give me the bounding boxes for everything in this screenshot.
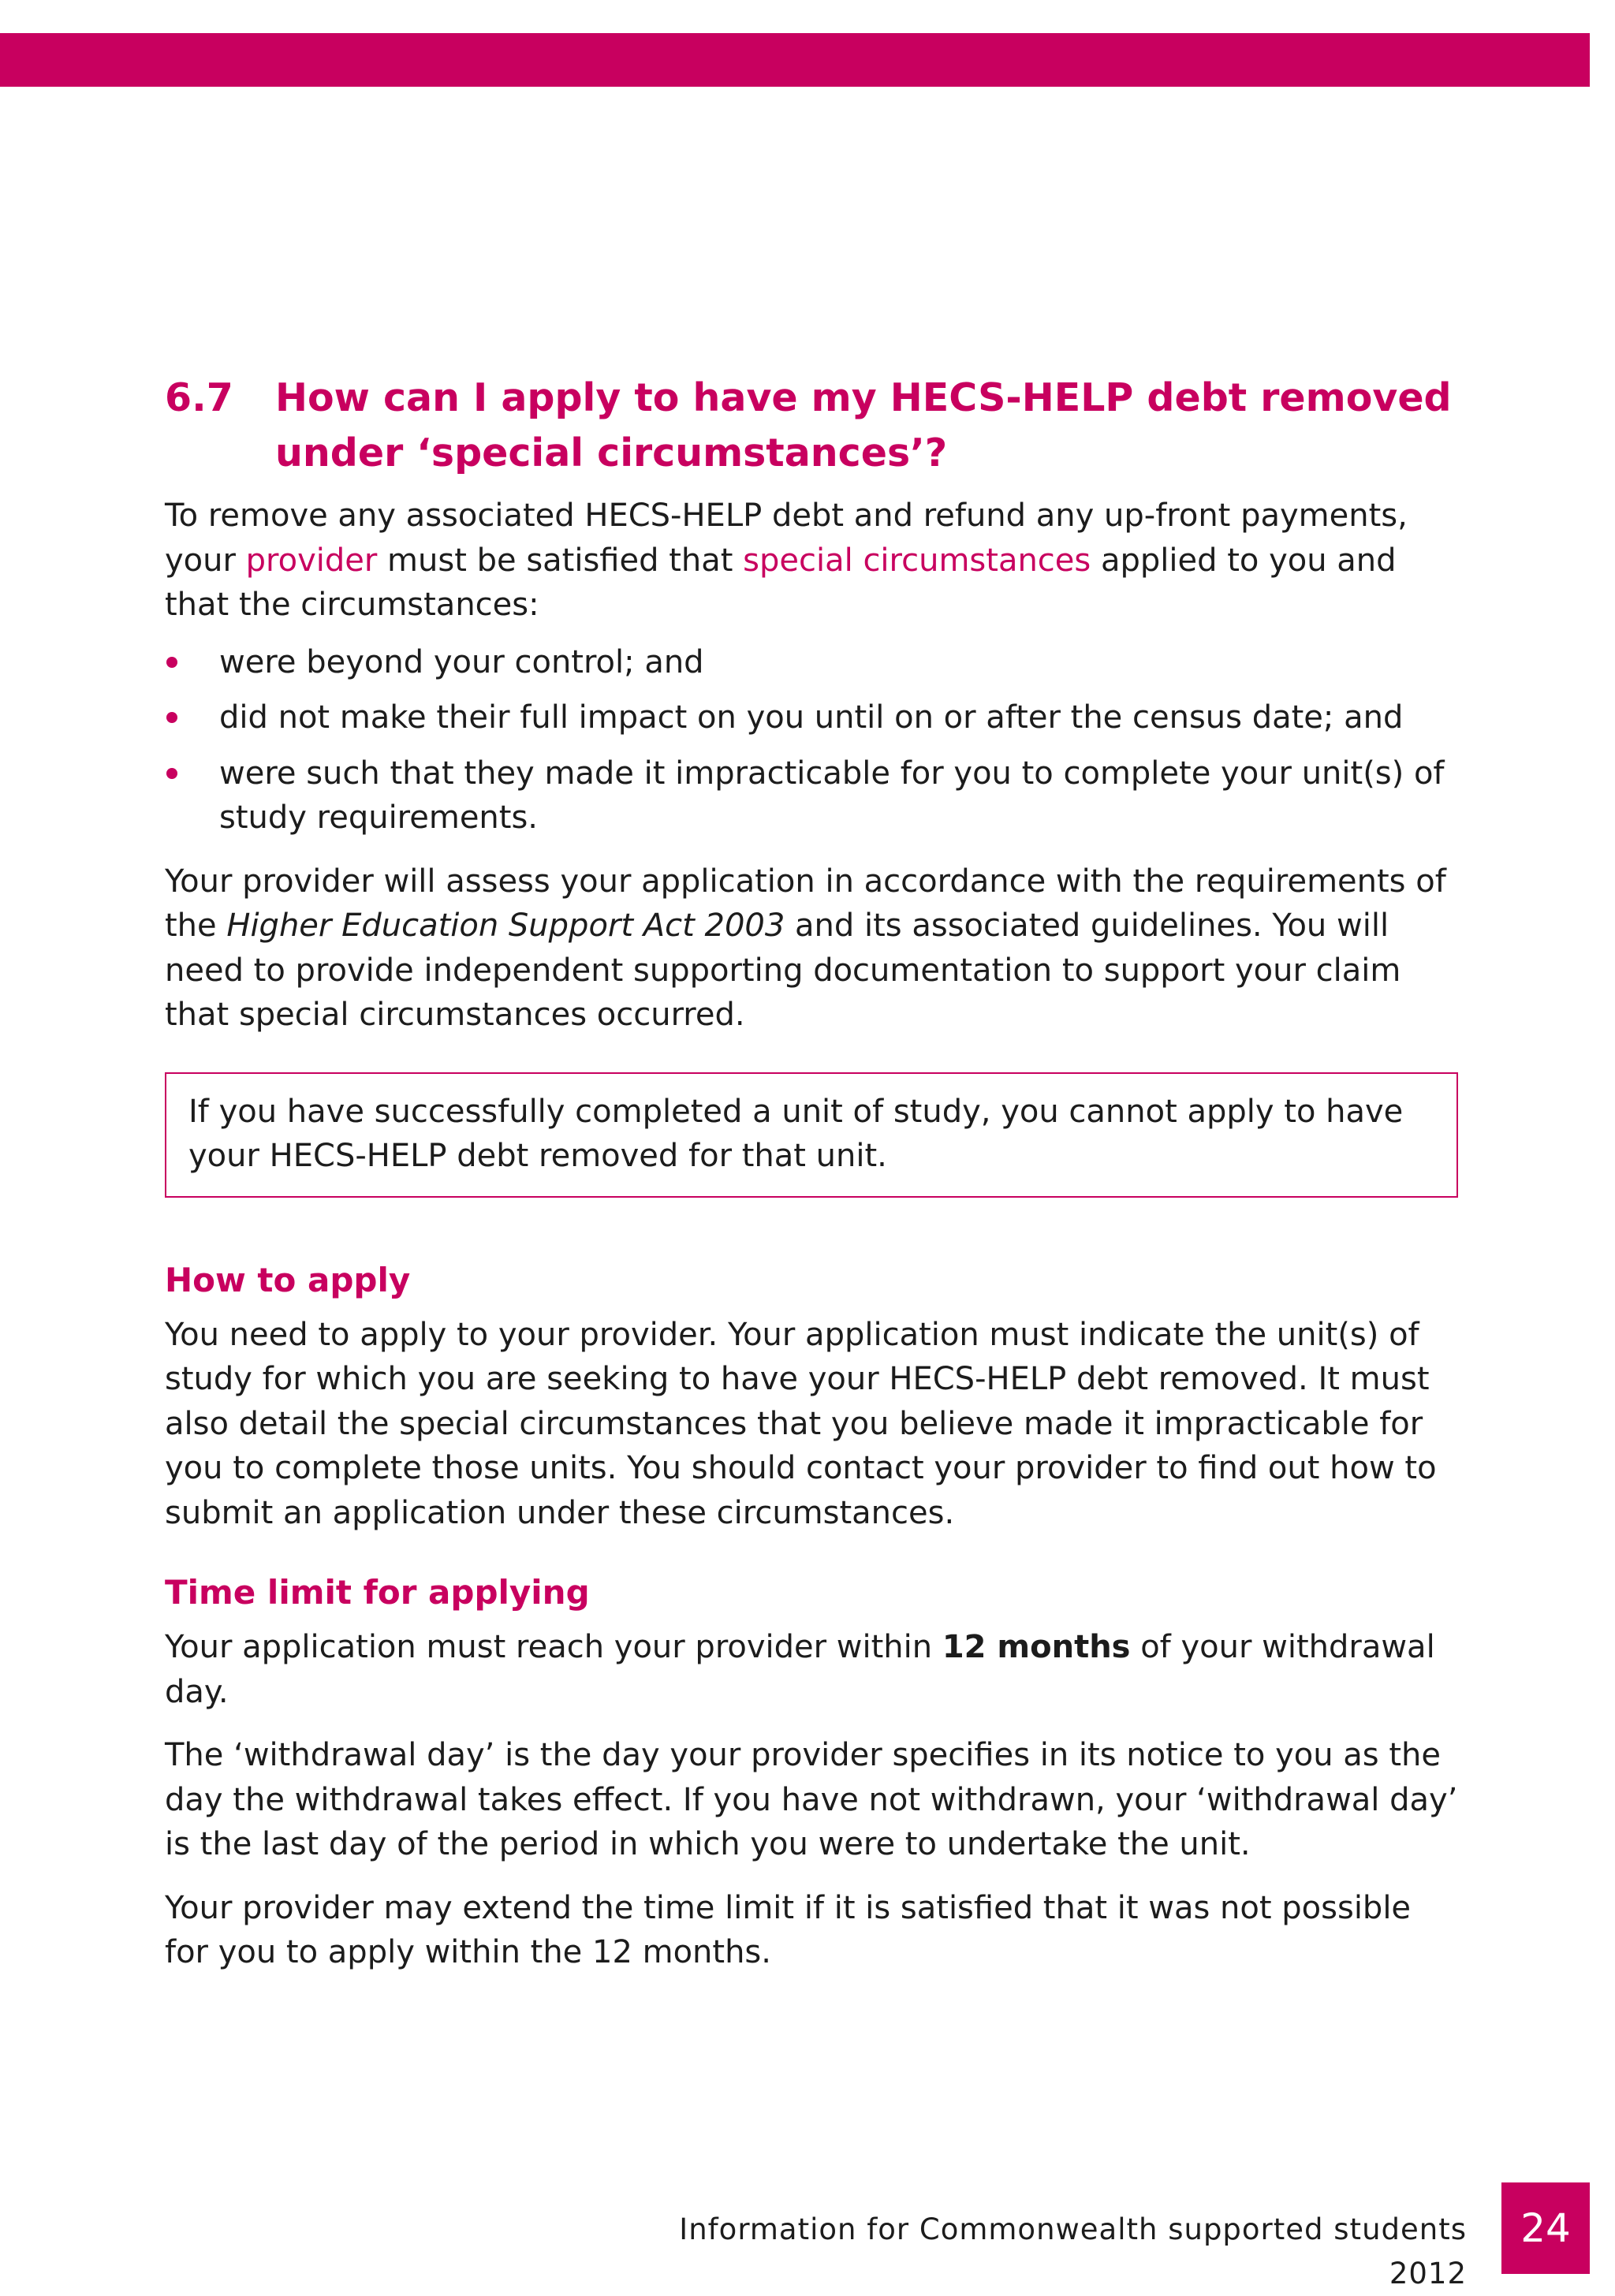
section-title: How can I apply to have my HECS-HELP debt removed under ‘special circumstances’? — [275, 375, 1452, 475]
withdrawal-day-paragraph: The ‘withdrawal day’ is the day your provider specifies in its notice to you as the day the withdrawal takes effect. If you have not withdrawn, your ‘withdrawal day’ is the last day of the period in which you were to undertake the unit. — [165, 1737, 1458, 1862]
time-limit-text-2: of your withdrawal day. — [165, 1629, 1435, 1710]
footer-publication-title: Information for Commonwealth supported students 2012 — [679, 2212, 1467, 2290]
circumstances-list — [165, 640, 1458, 840]
callout-box — [165, 1072, 1458, 1198]
time-limit-text-1: Your application must reach your provider within — [165, 1629, 942, 1665]
bullet-icon — [166, 712, 177, 723]
list-item — [165, 695, 1458, 740]
time-limit-emphasis: 12 months — [942, 1629, 1131, 1665]
assessment-text-2: and its associated guidelines. You will need to provide independent supporting documentation to support your claim that special circumstances occurred. — [165, 908, 1401, 1033]
list-item-text: were such that they made it impracticable for you to complete your unit(s) of study requirements. — [219, 755, 1445, 836]
assessment-text-1: Your provider will assess your application in accordance with the requirements of the — [165, 863, 1446, 944]
bullet-icon — [166, 657, 177, 668]
extension-paragraph: Your provider may extend the time limit if it is satisfied that it was not possible for you to apply within the 12 months. — [165, 1889, 1412, 1970]
time-limit-paragraph-1 — [165, 1625, 1458, 1714]
list-item-text: were beyond your control; and — [219, 643, 704, 680]
intro-text-1: To remove any associated HECS-HELP debt and refund any up-front payments, your — [165, 498, 1408, 579]
intro-text-2: must be satisfied that — [377, 542, 744, 579]
list-item — [165, 751, 1458, 840]
header-accent-bar — [0, 33, 1590, 87]
act-name: Higher Education Support Act 2003 — [226, 908, 785, 944]
page-content — [165, 371, 1458, 1994]
time-limit-heading: Time limit for applying — [165, 1573, 590, 1612]
how-to-apply-heading: How to apply — [165, 1260, 411, 1299]
intro-text-3: applied to you and that the circumstances: — [165, 542, 1397, 623]
list-item — [165, 640, 1458, 685]
intro-paragraph — [165, 494, 1458, 628]
list-item-text: did not make their full impact on you until on or after the census date; and — [219, 699, 1404, 736]
callout-text: If you have successfully completed a unit of study, you cannot apply to have your HECS-HELP debt removed for that unit. — [188, 1093, 1404, 1174]
how-to-apply-paragraph: You need to apply to your provider. Your application must indicate the unit(s) of study for which you are seeking to have your HECS-HELP debt removed. It must also detail the special circumstances that you believe made it impracticable for you to complete those units. You should contact your provider to find out how to submit an application under these circumstances. — [165, 1316, 1437, 1531]
section-number: 6.7 — [165, 375, 233, 420]
page-number: 24 — [1501, 2182, 1590, 2274]
special-circumstances-link[interactable]: special circumstances — [743, 542, 1091, 579]
provider-link[interactable]: provider — [245, 542, 378, 579]
assessment-paragraph — [165, 859, 1458, 1038]
section-heading — [165, 371, 1458, 481]
bullet-icon — [166, 768, 177, 779]
